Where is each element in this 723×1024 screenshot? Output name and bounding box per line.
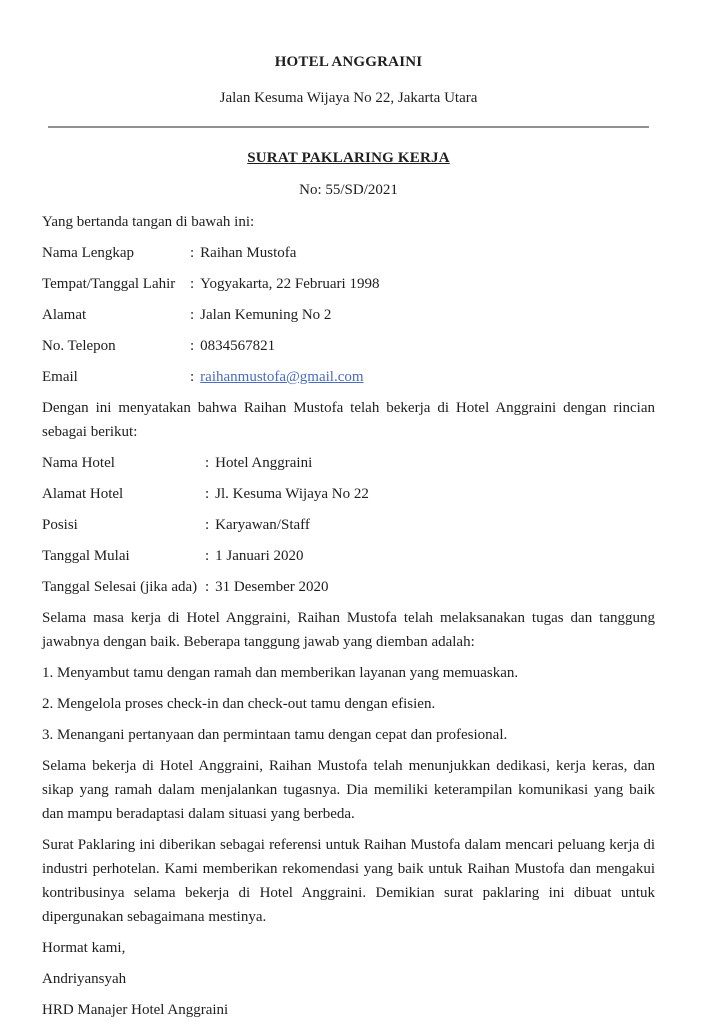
detail-label: Posisi	[42, 517, 78, 533]
letter-number: No: 55/SD/2021	[299, 182, 398, 198]
detail-row-email	[42, 365, 655, 389]
detail-label: Tanggal Mulai	[42, 548, 130, 564]
detail-row-alamat	[42, 303, 655, 327]
detail-label: Email	[42, 369, 78, 385]
detail-value: 0834567821	[200, 338, 276, 354]
signature-name: Andriyansyah	[42, 971, 127, 987]
employment-details	[42, 451, 655, 599]
detail-separator: :	[205, 486, 210, 502]
signature-salutation: Hormat kami,	[42, 940, 126, 956]
detail-separator: :	[190, 276, 195, 292]
duty-item-3: 3. Menangani pertanyaan dan permintaan tamu dengan cepat dan profesional.	[42, 727, 508, 743]
letterhead-divider	[48, 126, 649, 128]
detail-value: 31 Desember 2020	[215, 579, 329, 595]
detail-label: Nama Lengkap	[42, 245, 135, 261]
detail-row-alamat-hotel	[42, 482, 655, 506]
opening-statement: Yang bertanda tangan di bawah ini:	[42, 214, 255, 230]
detail-row-posisi	[42, 513, 655, 537]
letter-title: SURAT PAKLARING KERJA	[247, 150, 450, 166]
personal-details	[42, 241, 655, 389]
detail-row-nama-lengkap	[42, 241, 655, 265]
letterhead-address: Jalan Kesuma Wijaya No 22, Jakarta Utara	[219, 90, 478, 106]
detail-value: Jalan Kemuning No 2	[200, 307, 332, 323]
detail-separator: :	[190, 369, 195, 385]
signature-block	[42, 936, 655, 1022]
detail-label: Tempat/Tanggal Lahir	[42, 276, 176, 292]
duty-item-2: 2. Mengelola proses check-in dan check-out tamu dengan efisien.	[42, 696, 436, 712]
detail-separator: :	[205, 517, 210, 533]
appraisal-paragraph: Selama bekerja di Hotel Anggraini, Raihan Mustofa telah menunjukkan dedikasi, kerja keras, dan sikap yang ramah dalam menjalankan tugasnya. Dia memiliki keterampilan komunikasi yang baik dan mampu beradaptasi dalam situasi yang berbeda.	[42, 758, 655, 822]
letterhead-hotel-name: HOTEL ANGGRAINI	[274, 54, 423, 70]
detail-separator: :	[205, 579, 210, 595]
detail-separator: :	[205, 455, 210, 471]
detail-label: Alamat	[42, 307, 87, 323]
detail-separator: :	[205, 548, 210, 564]
email-link[interactable]: raihanmustofa@gmail.com	[200, 369, 364, 385]
duty-item-1: 1. Menyambut tamu dengan ramah dan memberikan layanan yang memuaskan.	[42, 665, 519, 681]
detail-row-tempat-tanggal-lahir	[42, 272, 655, 296]
detail-label: Nama Hotel	[42, 455, 115, 471]
detail-value: Jl. Kesuma Wijaya No 22	[215, 486, 369, 502]
detail-separator: :	[190, 307, 195, 323]
duties-intro-paragraph: Selama masa kerja di Hotel Anggraini, Raihan Mustofa telah melaksanakan tugas dan tanggung jawabnya dengan baik. Beberapa tanggung jawab yang diemban adalah:	[42, 610, 655, 650]
detail-value: Hotel Anggraini	[215, 455, 313, 471]
detail-value: Karyawan/Staff	[215, 517, 310, 533]
detail-row-tanggal-selesai	[42, 575, 655, 599]
closing-paragraph: Surat Paklaring ini diberikan sebagai referensi untuk Raihan Mustofa dalam mencari peluang kerja di industri perhotelan. Kami memberikan rekomendasi yang baik untuk Raihan Mustofa dan mengakui kontribusinya selama bekerja di Hotel Anggraini. Demikian surat paklaring ini dibuat untuk dipergunakan sebagaimana mestinya.	[42, 837, 655, 925]
detail-row-nama-hotel	[42, 451, 655, 475]
detail-row-no-telepon	[42, 334, 655, 358]
detail-value: 1 Januari 2020	[215, 548, 304, 564]
duties-list	[42, 661, 655, 747]
detail-label: Tanggal Selesai (jika ada)	[42, 579, 198, 595]
detail-label: Alamat Hotel	[42, 486, 124, 502]
detail-row-tanggal-mulai	[42, 544, 655, 568]
signature-title: HRD Manajer Hotel Anggraini	[42, 1002, 229, 1018]
detail-value: Yogyakarta, 22 Februari 1998	[200, 276, 380, 292]
detail-label: No. Telepon	[42, 338, 116, 354]
detail-separator: :	[190, 338, 195, 354]
statement-intro-paragraph: Dengan ini menyatakan bahwa Raihan Mustofa telah bekerja di Hotel Anggraini dengan rincian sebagai berikut:	[42, 400, 655, 440]
detail-separator: :	[190, 245, 195, 261]
detail-value: Raihan Mustofa	[200, 245, 297, 261]
